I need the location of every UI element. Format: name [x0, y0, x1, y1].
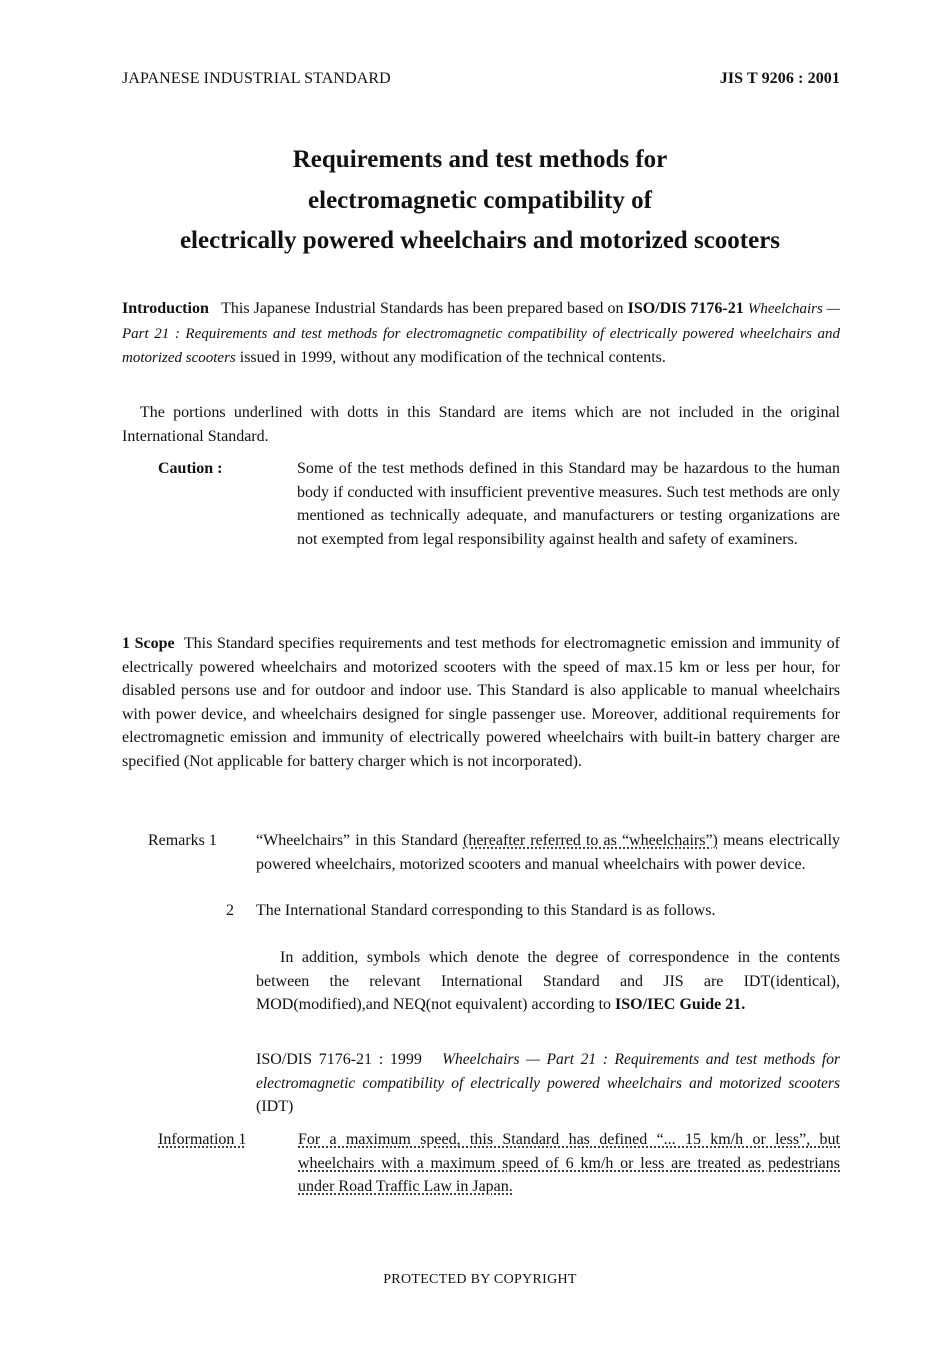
introduction-heading: Introduction [122, 300, 209, 317]
remark-1-end: means electrically powered wheelchairs, motorized scooters and manual wheelchairs with power device. [256, 832, 841, 873]
scope-heading: 1 Scope [122, 635, 175, 652]
remark-2-reference-tag: (IDT) [256, 1098, 294, 1115]
introduction-paragraph [122, 297, 840, 371]
information-text: For a maximum speed, this Standard has defined “... 15 km/h or less”, but wheelchairs with a maximum speed of 6 km/h or less are treated as pedestrians under Road Traffic Law in Japan. [298, 1131, 840, 1195]
caution-label: Caution : [158, 460, 223, 477]
introduction-text: This Japanese Industrial Standards has been prepared based on [221, 300, 624, 317]
copyright-footer: PROTECTED BY COPYRIGHT [383, 1272, 577, 1287]
remark-1-start: “Wheelchairs” in this Standard [256, 832, 458, 849]
header-standard-number: JIS T 9206 : 2001 [719, 70, 840, 87]
remark-2-reference-title: Wheelchairs — Part 21 : Requirements and test methods for electromagnetic compatibility of electrically powered wheelchairs and motorized scooters [256, 1051, 841, 1092]
information-label: Information 1 [158, 1131, 247, 1148]
scope-text: This Standard specifies requirements and test methods for electromagnetic emission and immunity of electrically powered wheelchairs and motorized scooters with the speed of max.15 km or less per hour, for disabled persons use and for outdoor and indoor use. This Standard is also applicable to manual wheelchairs with power device, and wheelchairs designed for single passenger use. Moreover, additional requirements for electromagnetic emission and immunity of electrically powered wheelchairs with built-in battery charger are specified (Not applicable for battery charger which is not incorporated). [122, 635, 841, 770]
introduction-reference-title: Wheelchairs — Part 21 : Requirements and test methods for electromagnetic compatibility of electrically powered wheelchairs and motorized scooters [122, 301, 840, 366]
remark-2-number: 2 [226, 902, 234, 919]
remark-1-dotted-phrase: (hereafter referred to as “wheelchairs”) [463, 832, 718, 849]
remark-2-guide: ISO/IEC Guide 21. [615, 996, 746, 1013]
remark-2-reference-code: ISO/DIS 7176-21 : 1999 [256, 1051, 422, 1068]
header-standard-name: JAPANESE INDUSTRIAL STANDARD [122, 70, 391, 87]
remark-2-reference [256, 1048, 840, 1119]
remark-2-correspondence-text: In addition, symbols which denote the degree of correspondence in the contents between the relevant International Standard and JIS are IDT(identical), MOD(modified),and NEQ(not equivalent) according to [256, 949, 840, 1013]
remark-2-text: The International Standard corresponding to this Standard is as follows. [256, 902, 716, 919]
title-line-2: electromagnetic compatibility of [308, 186, 652, 214]
title-line-1: Requirements and test methods for [292, 146, 668, 173]
document-title [0, 140, 950, 262]
title-line-3: electrically powered wheelchairs and motorized scooters [179, 227, 781, 254]
introduction-text-end: issued in 1999, without any modification of the technical contents. [239, 349, 666, 366]
remarks-label: Remarks 1 [148, 832, 217, 849]
remark-2-correspondence [256, 946, 840, 1017]
remark-1-text [256, 829, 840, 876]
introduction-reference-code: ISO/DIS 7176-21 [627, 300, 744, 317]
caution-text: Some of the test methods defined in this Standard may be hazardous to the human body if conducted with insufficient preventive measures. Such test methods are only mentioned as technically adequate, and manufacturers or testing organizations are not exempted from legal responsibility against health and safety of examiners. [297, 460, 840, 548]
underline-note-paragraph: The portions underlined with dotts in this Standard are items which are not included in the original International Standard. [122, 404, 840, 445]
scope-section [122, 632, 840, 773]
